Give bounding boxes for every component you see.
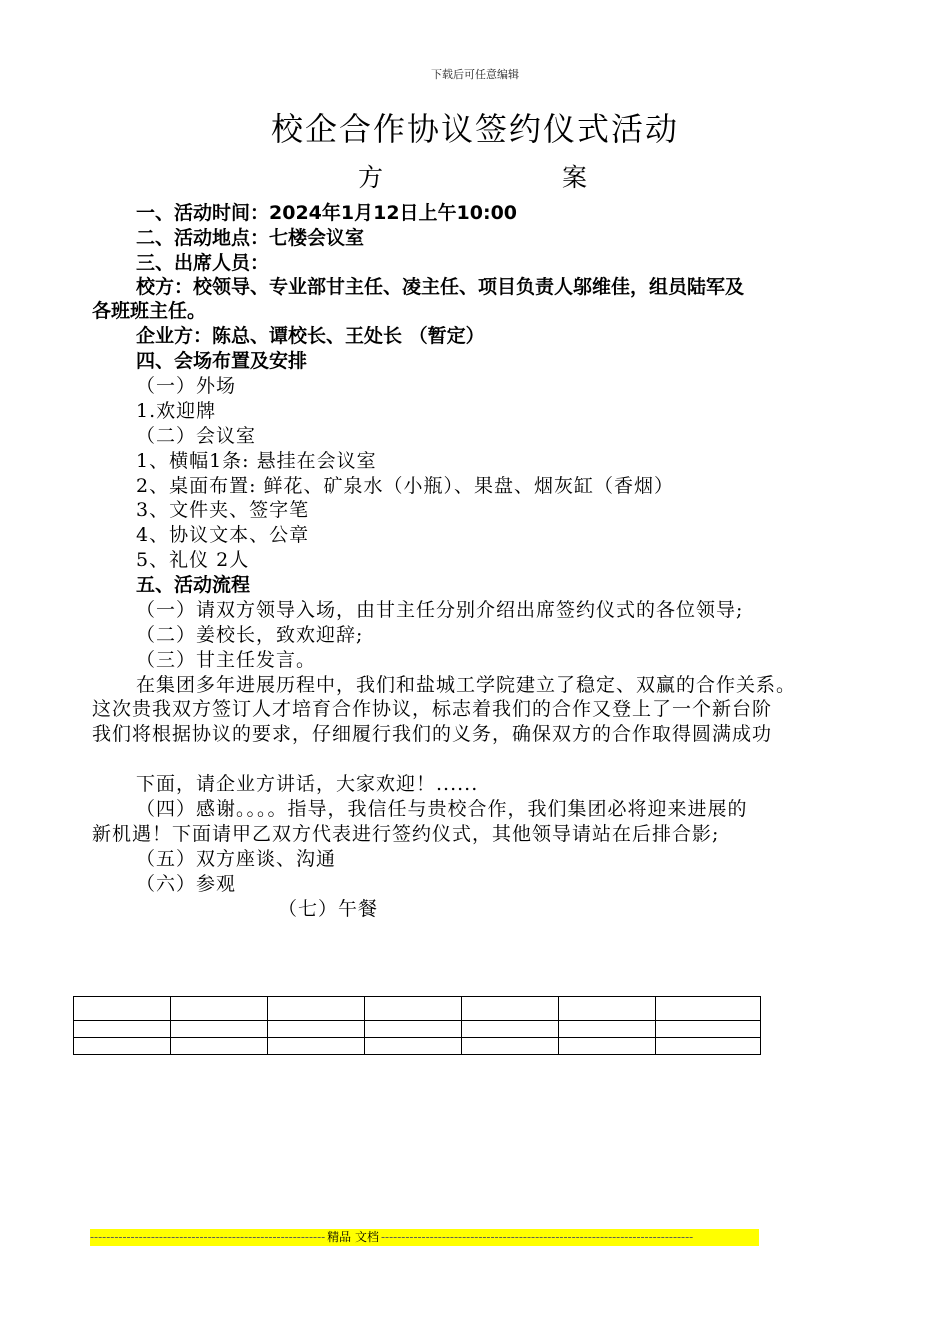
footer-label: 精品 文档 bbox=[327, 1230, 379, 1244]
process-step-1: （一）请双方领导入场，由甘主任分别介绍出席签约仪式的各位领导; bbox=[136, 599, 744, 621]
etiquette-item: 5、礼仪 2人 bbox=[136, 549, 250, 571]
process-step-5: （五）双方座谈、沟通 bbox=[136, 848, 337, 870]
speech-paragraph-1: 在集团多年进展历程中，我们和盐城工学院建立了稳定、双赢的合作关系。 bbox=[136, 674, 797, 696]
subtitle-left: 方 bbox=[358, 163, 384, 192]
company-attendees: 企业方：陈总、谭校长、王处长 （暂定） bbox=[136, 325, 485, 347]
activity-location: 二、活动地点：七楼会议室 bbox=[136, 227, 365, 249]
table-cell bbox=[559, 1038, 656, 1055]
table-row bbox=[74, 997, 761, 1021]
process-step-3: （三）甘主任发言。 bbox=[136, 649, 317, 671]
table-cell bbox=[365, 997, 462, 1021]
footer-dashes-right: ----------------------------------------------------------------------------- bbox=[381, 1230, 694, 1244]
table-cell bbox=[268, 997, 365, 1021]
activity-time: 一、活动时间：2024年1月12日上午10:00 bbox=[136, 202, 518, 224]
footer-watermark-bar bbox=[90, 1229, 759, 1246]
table-cell bbox=[74, 997, 171, 1021]
process-step-2: （二）姜校长，致欢迎辞; bbox=[136, 624, 364, 646]
table-cell bbox=[171, 1038, 268, 1055]
process-step-4: （四）感谢。。。。指导，我信任与贵校合作，我们集团必将迎来进展的 bbox=[136, 798, 748, 820]
table-cell bbox=[74, 1021, 171, 1038]
table-row bbox=[74, 1021, 761, 1038]
welcome-sign: 1.欢迎牌 bbox=[136, 400, 217, 422]
table-cell bbox=[365, 1021, 462, 1038]
meeting-room-heading: （二）会议室 bbox=[136, 425, 257, 447]
process-step-6: （六）参观 bbox=[136, 873, 237, 895]
agreement-seal-item: 4、协议文本、公章 bbox=[136, 524, 310, 546]
speech-paragraph-2: 这次贵我双方签订人才培育合作协议，标志着我们的合作又登上了一个新台阶 bbox=[92, 698, 773, 720]
invite-company-speech: 下面，请企业方讲话，大家欢迎！...... bbox=[136, 773, 479, 795]
process-step-7: （七）午餐 bbox=[278, 898, 379, 920]
table-cell bbox=[559, 997, 656, 1021]
table-cell bbox=[656, 997, 761, 1021]
folder-pen-item: 3、文件夹、签字笔 bbox=[136, 499, 310, 521]
speech-paragraph-3: 我们将根据协议的要求，仔细履行我们的义务，确保双方的合作取得圆满成功 bbox=[92, 723, 773, 745]
venue-heading: 四、会场布置及安排 bbox=[136, 350, 308, 372]
empty-table bbox=[73, 996, 761, 1055]
table-cell bbox=[171, 997, 268, 1021]
process-heading: 五、活动流程 bbox=[136, 574, 251, 596]
table-cell bbox=[365, 1038, 462, 1055]
table-cell bbox=[171, 1021, 268, 1038]
document-title: 校企合作协议签约仪式活动 bbox=[270, 110, 679, 148]
process-step-4-cont: 新机遇！下面请甲乙双方代表进行签约仪式，其他领导请站在后排合影; bbox=[92, 823, 720, 845]
table-cell bbox=[462, 997, 559, 1021]
table-cell bbox=[656, 1038, 761, 1055]
subtitle-right: 案 bbox=[562, 163, 588, 192]
table-cell bbox=[268, 1038, 365, 1055]
attendees-heading: 三、出席人员： bbox=[136, 252, 270, 274]
table-cell bbox=[74, 1038, 171, 1055]
outdoor-heading: （一）外场 bbox=[136, 375, 237, 397]
table-cell bbox=[268, 1021, 365, 1038]
table-setup-item: 2、桌面布置: 鲜花、矿泉水（小瓶）、果盘、烟灰缸（香烟） bbox=[136, 475, 675, 497]
table-cell bbox=[656, 1021, 761, 1038]
table-cell bbox=[462, 1021, 559, 1038]
banner-item: 1、横幅1条: 悬挂在会议室 bbox=[136, 450, 377, 472]
header-note: 下载后可任意编辑 bbox=[431, 68, 519, 81]
table-cell bbox=[559, 1021, 656, 1038]
school-attendees-cont: 各班班主任。 bbox=[92, 300, 207, 322]
table-cell bbox=[462, 1038, 559, 1055]
footer-dashes-left: ---------------------------------------------------------- bbox=[90, 1230, 326, 1244]
school-attendees: 校方：校领导、专业部甘主任、凌主任、项目负责人邬维佳，组员陆军及 bbox=[136, 276, 745, 298]
table-row bbox=[74, 1038, 761, 1055]
